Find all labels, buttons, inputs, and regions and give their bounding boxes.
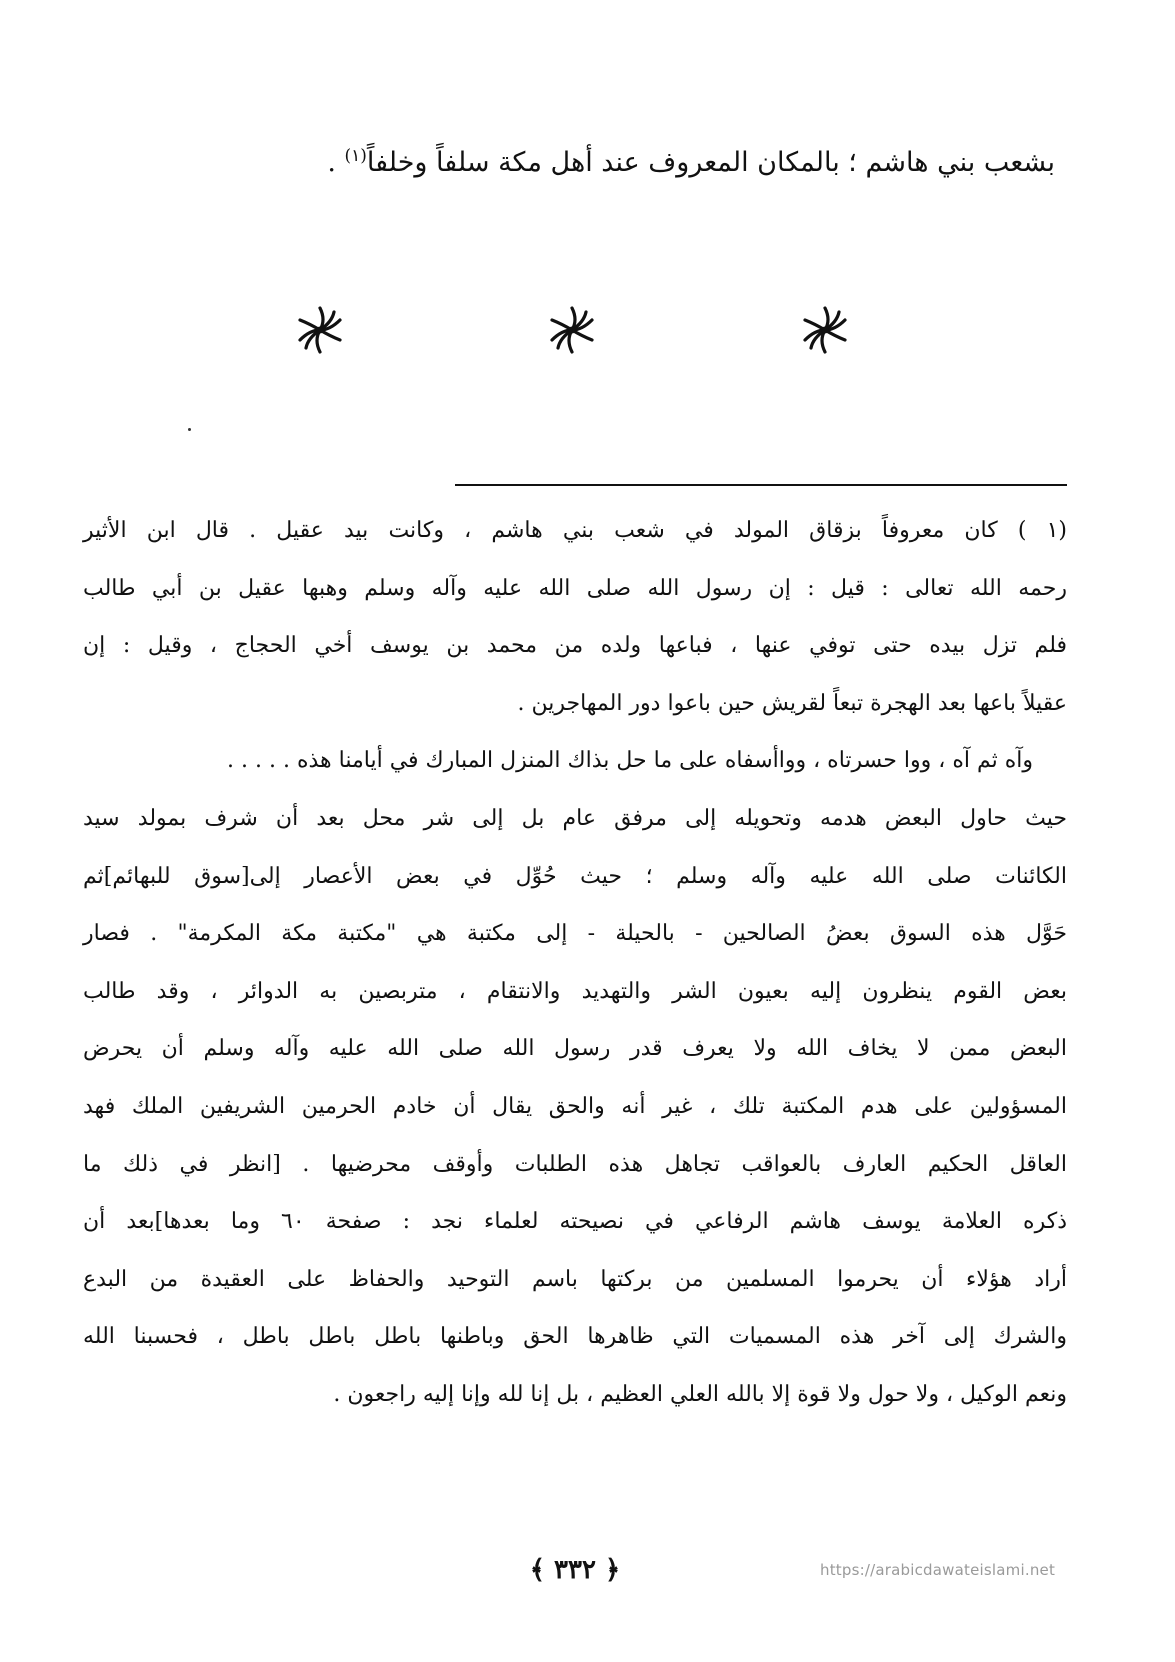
footnote-line: (١ ) كان معروفاً بزقاق المولد في شعب بني هاشم ، وكانت بيد عقيل . قال ابن الأثير (83, 518, 1067, 543)
main-text-end: . (327, 147, 345, 178)
page-number: ﴿ ٣٣٢ ﴾ (529, 1555, 621, 1585)
source-watermark: https://arabicdawateislami.net (820, 1561, 1056, 1579)
footnote-reference: (١) (344, 146, 367, 166)
scan-speck (188, 428, 191, 431)
asterisk-flower-icon (542, 300, 602, 360)
footnote-line: حَوَّل هذه السوق بعضُ الصالحين - بالحيلة - إلى مكتبة هي "مكتبة مكة المكرمة" . فصار (83, 921, 1067, 947)
footnote-line: حيث حاول البعض هدمه وتحويله إلى مرفق عام بل إلى شر محل بعد أن شرف بمولد سيد (83, 805, 1067, 831)
footnote-line: والشرك إلى آخر هذه المسميات التي ظاهرها الحق وباطنها باطل باطل باطل ، فحسبنا الله (83, 1324, 1067, 1350)
footnote-divider (455, 484, 1067, 486)
asterisk-flower-icon (795, 300, 855, 360)
footnote-line: بعض القوم ينظرون إليه بعيون الشر والتهديد والانتقام ، متربصين به الدوائر ، وقد طالب (83, 978, 1067, 1004)
footnote-line: رحمه الله تعالى : قيل : إن رسول الله صلى الله عليه وآله وسلم وهبها عقيل بن أبي طالب (83, 575, 1067, 601)
footnote-line: الكائنات صلى الله عليه وآله وسلم ؛ حيث حُوِّل في بعض الأعصار إلى[سوق للبهائم]ثم (83, 863, 1067, 889)
section-separator (0, 300, 1175, 360)
footnote-line: المسؤولين على هدم المكتبة تلك ، غير أنه والحق يقال أن خادم الحرمين الشريفين الملك فهد (83, 1093, 1067, 1119)
footnote-line: البعض ممن لا يخاف الله ولا يعرف قدر رسول الله صلى الله عليه وآله وسلم أن يحرض (83, 1036, 1067, 1062)
footnote-line: وآه ثم آه ، ووا حسرتاه ، وواأسفاه على ما حل بذاك المنزل المبارك في أيامنا هذه . . . . . (227, 748, 1033, 774)
footnote-line: العاقل الحكيم العارف بالعواقب تجاهل هذه الطلبات وأوقف محرضيها . [انظر في ذلك ما (83, 1151, 1067, 1177)
footnote-line: فلم تزل بيده حتى توفي عنها ، فباعها ولده من محمد بن يوسف أخي الحجاج ، وقيل : إن (83, 633, 1067, 659)
footnote-line: أراد هؤلاء أن يحرموا المسلمين من بركتها باسم التوحيد والحفاظ على العقيدة من البدع (83, 1266, 1067, 1292)
footnote-line: ذكره العلامة يوسف هاشم الرفاعي في نصيحته لعلماء نجد : صفحة ٦٠ وما بعدها]بعد أن (83, 1209, 1067, 1235)
footnote-line: ونعم الوكيل ، ولا حول ولا قوة إلا بالله العلي العظيم ، بل إنا لله وإنا إليه راجعون . (333, 1381, 1067, 1407)
footnote-line: عقيلاً باعها بعد الهجرة تبعاً لقريش حين باعوا دور المهاجرين . (517, 690, 1067, 716)
main-text-line (155, 136, 1055, 183)
main-text: بشعب بني هاشم ؛ بالمكان المعروف عند أهل مكة سلفاً وخلفاً (366, 147, 1055, 178)
asterisk-flower-icon (290, 300, 350, 360)
footnotes-block (83, 502, 1067, 1424)
